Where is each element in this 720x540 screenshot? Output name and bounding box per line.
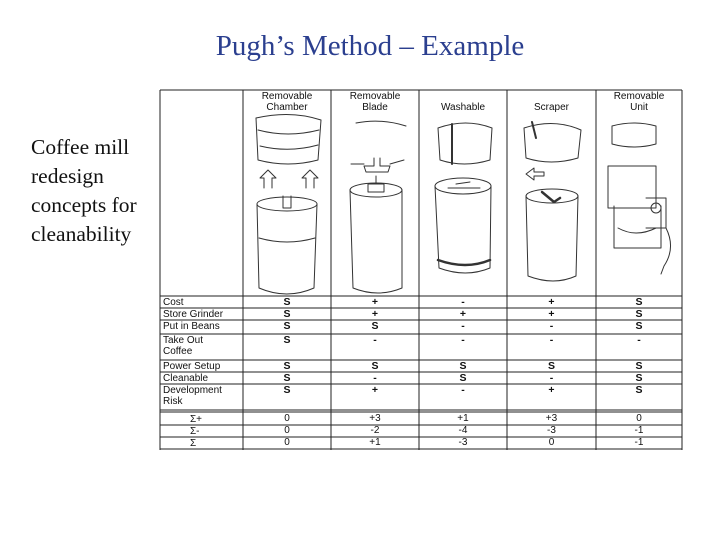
criterion-label: Take Out <box>163 335 204 346</box>
criterion-label: Put in Beans <box>163 321 220 332</box>
concept-header: Blade <box>362 102 388 113</box>
rating-mark: - <box>373 334 377 346</box>
criterion-label: Cleanable <box>163 373 209 384</box>
concept-header: Removable <box>261 91 313 102</box>
sum-label: Σ+ <box>190 414 203 425</box>
rating-mark: - <box>461 320 465 332</box>
rating-mark: - <box>373 372 377 384</box>
concept-header: Washable <box>440 102 486 113</box>
rating-mark: S <box>635 360 643 372</box>
sum-value: -1 <box>634 425 644 436</box>
criterion-label: Risk <box>163 396 183 407</box>
concept-header: Scraper <box>533 102 569 113</box>
rating-mark: S <box>283 334 291 346</box>
rating-mark: S <box>283 384 291 396</box>
removable-chamber-sketch <box>256 114 321 294</box>
rating-mark: S <box>459 372 467 384</box>
removable-unit-sketch <box>608 123 671 274</box>
rating-mark: S <box>635 308 643 320</box>
criterion-label: Store Grinder <box>163 309 224 320</box>
criterion-label: Coffee <box>163 346 193 357</box>
rating-mark: + <box>548 296 555 308</box>
concept-header: Unit <box>630 102 648 113</box>
concept-header: Removable <box>349 91 401 102</box>
rating-mark: - <box>549 372 554 384</box>
concept-header: Chamber <box>266 102 308 113</box>
sum-value: -1 <box>634 437 644 448</box>
rating-mark: + <box>371 384 379 396</box>
rating-mark: - <box>461 334 465 346</box>
slide-title: Pugh’s Method – Example <box>215 30 525 62</box>
rating-mark: S <box>547 360 555 372</box>
pugh-matrix-grid <box>156 88 686 468</box>
rating-mark: S <box>283 320 291 332</box>
criterion-label: Development <box>163 385 222 396</box>
rating-mark: S <box>371 360 379 372</box>
rating-mark: S <box>635 320 643 332</box>
sum-value: +3 <box>369 413 381 424</box>
side-caption-line: concepts for <box>31 193 137 217</box>
side-caption-line: redesign <box>31 164 104 188</box>
rating-mark: - <box>549 334 554 346</box>
rating-mark: - <box>461 384 465 396</box>
pugh-matrix <box>156 88 686 468</box>
rating-mark: + <box>459 308 467 320</box>
side-caption <box>31 133 159 249</box>
rating-mark: S <box>635 296 643 308</box>
rating-mark: - <box>461 296 465 308</box>
rating-mark: S <box>371 320 379 332</box>
washable-sketch <box>435 123 492 273</box>
sum-value: 0 <box>284 413 290 424</box>
rating-mark: + <box>548 308 555 320</box>
sum-value: +3 <box>545 413 558 424</box>
criterion-label: Cost <box>163 297 184 308</box>
side-caption-line: cleanability <box>31 222 132 246</box>
rating-mark: S <box>635 372 643 384</box>
sum-value: 0 <box>548 437 555 448</box>
rating-mark: + <box>371 296 379 308</box>
removable-blade-sketch <box>350 121 406 293</box>
rating-mark: + <box>548 384 555 396</box>
rating-mark: S <box>283 296 291 308</box>
sum-value: +1 <box>369 437 381 448</box>
rating-mark: S <box>459 360 467 372</box>
sum-value: -4 <box>458 425 468 436</box>
concept-header: Removable <box>613 91 665 102</box>
sum-value: -2 <box>370 425 380 436</box>
sum-value: +1 <box>457 413 469 424</box>
sum-value: -3 <box>547 425 556 436</box>
sum-value: 0 <box>636 413 642 424</box>
sum-value: 0 <box>284 437 290 448</box>
side-caption-line: Coffee mill <box>31 135 130 159</box>
sum-label: Σ <box>190 438 197 449</box>
criterion-label: Power Setup <box>163 361 221 372</box>
scraper-sketch <box>524 122 581 281</box>
rating-mark: - <box>637 334 641 346</box>
rating-mark: + <box>371 308 379 320</box>
rating-mark: S <box>283 308 291 320</box>
sum-value: 0 <box>284 425 290 436</box>
sum-label: Σ- <box>190 426 200 437</box>
rating-mark: S <box>635 384 643 396</box>
rating-mark: - <box>549 320 554 332</box>
sum-value: -3 <box>458 437 468 448</box>
rating-mark: S <box>283 372 291 384</box>
rating-mark: S <box>283 360 291 372</box>
